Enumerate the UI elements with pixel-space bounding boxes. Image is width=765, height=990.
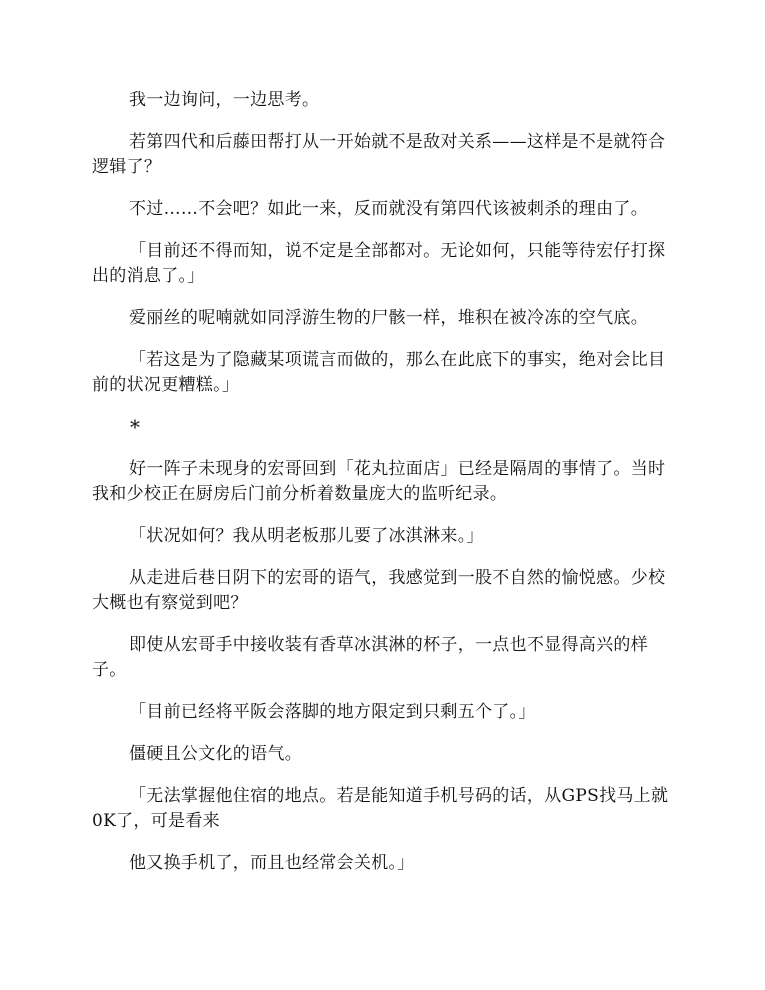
paragraph: 僵硬且公文化的语气。: [129, 744, 302, 764]
paragraph: 好一阵子未现身的宏哥回到「花丸拉面店」已经是隔周的事情了。当时我和少校正在厨房后门前分析着数量庞大的监听纪录。: [92, 459, 666, 504]
paragraph: 爱丽丝的呢喃就如同浮游生物的尸骸一样，堆积在被冷冻的空气底。: [129, 308, 648, 328]
paragraph: 「目前还不得而知，说不定是全部都对。无论如何，只能等待宏仔打探出的消息了。」: [92, 241, 666, 286]
paragraph: 「无法掌握他住宿的地点。若是能知道手机号码的话，从GPS找马上就0K了，可是看来: [92, 786, 669, 831]
paragraph: 「目前已经将平阪会落脚的地方限定到只剩五个了。」: [129, 702, 536, 722]
paragraph: 若第四代和后藤田帮打从一开始就不是敌对关系——这样是不是就符合逻辑了？: [92, 132, 666, 177]
paragraph: 从走进后巷日阴下的宏哥的语气，我感觉到一股不自然的愉悦感。少校大概也有察觉到吧？: [92, 568, 666, 613]
paragraph: 不过……不会吧？如此一来，反而就没有第四代该被刺杀的理由了。: [129, 199, 648, 219]
paragraph: 「状况如何？我从明老板那儿要了冰淇淋来。」: [129, 526, 484, 546]
paragraph: 即使从宏哥手中接收装有香草冰淇淋的杯子，一点也不显得高兴的样子。: [92, 635, 648, 680]
paragraph: 他又换手机了，而且也经常会关机。」: [129, 853, 415, 873]
book-page: [92, 88, 677, 893]
paragraph: 「若这是为了隐藏某项谎言而做的，那么在此底下的事实，绝对会比目前的状况更糟糕。」: [92, 350, 666, 395]
paragraph: 我一边询问，一边思考。: [129, 90, 320, 110]
scene-separator: *: [130, 415, 141, 439]
